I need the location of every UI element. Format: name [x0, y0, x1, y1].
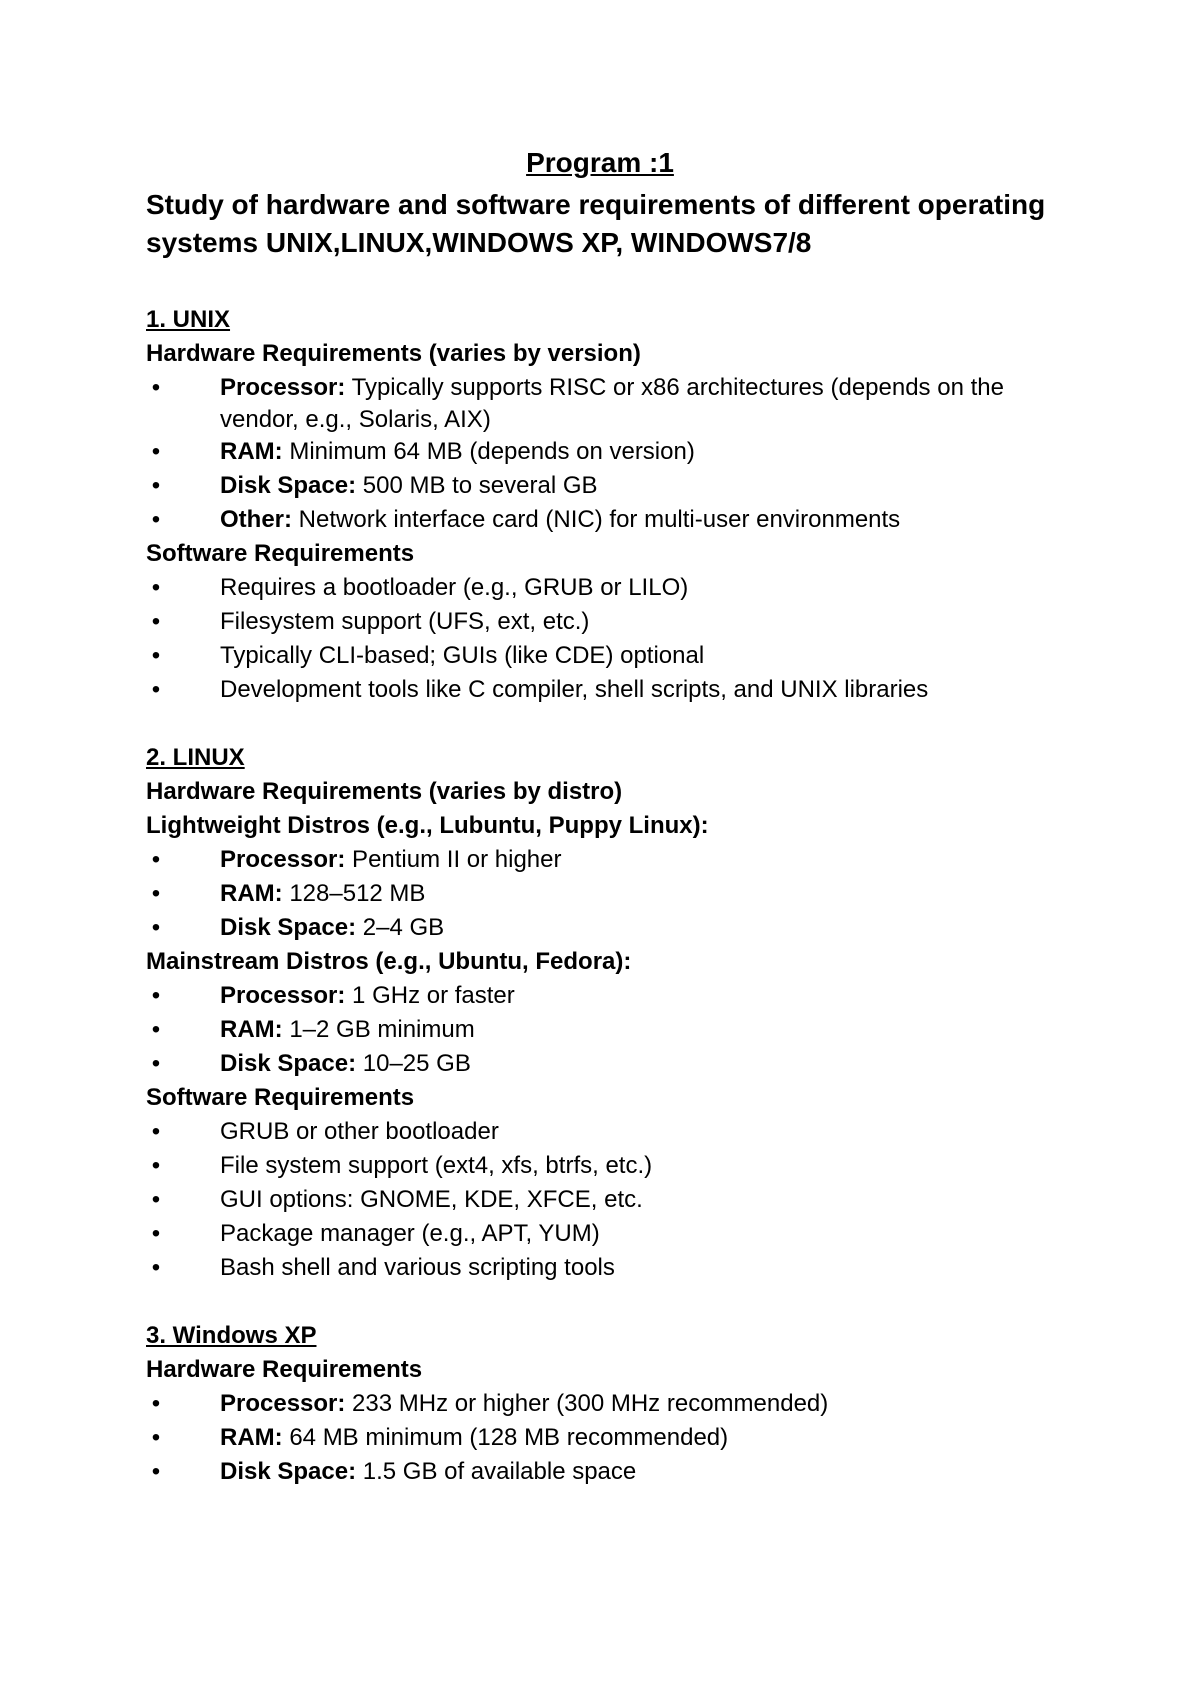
item-label: Processor: — [220, 374, 346, 401]
item-text: 1 GHz or faster — [345, 982, 515, 1009]
bullet-icon: • — [151, 1458, 161, 1485]
bullet-icon: • — [151, 574, 161, 601]
item-text: Typically CLI-based; GUIs (like CDE) optional — [220, 642, 705, 669]
section-heading: 1. UNIX — [146, 306, 231, 333]
item-label: Disk Space: — [220, 1458, 357, 1485]
item-text: Bash shell and various scripting tools — [220, 1254, 615, 1281]
item-text: Typically supports RISC or x86 architectures (depends on the vendor, e.g., Solaris, AIX) — [220, 374, 1004, 433]
item-text: 1–2 GB minimum — [282, 1016, 475, 1043]
bullet-icon: • — [151, 1254, 161, 1281]
bullet-icon: • — [151, 1152, 161, 1179]
item-label: RAM: — [220, 438, 283, 465]
list-item — [146, 1388, 1086, 1422]
requirement-list — [146, 1116, 1086, 1286]
list-item — [146, 504, 1086, 538]
item-text: File system support (ext4, xfs, btrfs, etc.) — [220, 1152, 653, 1179]
item-text: Development tools like C compiler, shell scripts, and UNIX libraries — [220, 676, 929, 703]
bullet-icon: • — [151, 374, 161, 401]
item-text: GRUB or other bootloader — [220, 1118, 499, 1145]
list-item — [146, 1184, 1086, 1218]
list-item — [146, 606, 1086, 640]
sub-heading: Lightweight Distros (e.g., Lubuntu, Puppy Linux): — [146, 812, 709, 839]
sub-heading: Hardware Requirements (varies by version) — [146, 340, 641, 367]
item-label: Disk Space: — [220, 1050, 357, 1077]
document-title: Study of hardware and software requirements of different operating systems UNIX,LINUX,WINDOWS XP, WINDOWS7/8 — [146, 189, 1046, 258]
list-item — [146, 980, 1086, 1014]
item-label: Processor: — [220, 846, 346, 873]
program-title: Program :1 — [526, 147, 674, 178]
section — [146, 742, 1086, 1286]
sub-heading: Mainstream Distros (e.g., Ubuntu, Fedora): — [146, 948, 632, 975]
list-item — [146, 674, 1086, 708]
bullet-icon: • — [151, 880, 161, 907]
bullet-icon: • — [151, 472, 161, 499]
bullet-icon: • — [151, 1424, 161, 1451]
list-item — [146, 436, 1086, 470]
item-text: 128–512 MB — [282, 880, 426, 907]
bullet-icon: • — [151, 1186, 161, 1213]
item-label: Disk Space: — [220, 914, 357, 941]
list-item — [146, 1014, 1086, 1048]
section-heading: 3. Windows XP — [146, 1322, 317, 1349]
section-heading: 2. LINUX — [146, 744, 245, 771]
item-label: RAM: — [220, 1424, 283, 1451]
item-text: 500 MB to several GB — [356, 472, 598, 499]
bullet-icon: • — [151, 1390, 161, 1417]
item-text: Filesystem support (UFS, ext, etc.) — [220, 608, 590, 635]
item-text: 64 MB minimum (128 MB recommended) — [282, 1424, 729, 1451]
item-label: Processor: — [220, 982, 346, 1009]
item-text: Minimum 64 MB (depends on version) — [282, 438, 695, 465]
section — [146, 304, 1086, 708]
sub-heading: Hardware Requirements (varies by distro) — [146, 778, 623, 805]
bullet-icon: • — [151, 1016, 161, 1043]
sub-heading: Hardware Requirements — [146, 1356, 423, 1383]
item-text: 2–4 GB — [356, 914, 445, 941]
bullet-icon: • — [151, 1050, 161, 1077]
item-text: 10–25 GB — [356, 1050, 471, 1077]
list-item — [146, 1150, 1086, 1184]
item-text: Network interface card (NIC) for multi-user environments — [292, 506, 901, 533]
section — [146, 1320, 1086, 1490]
sub-heading: Software Requirements — [146, 540, 415, 567]
item-label: Processor: — [220, 1390, 346, 1417]
item-label: RAM: — [220, 1016, 283, 1043]
list-item — [146, 912, 1086, 946]
bullet-icon: • — [151, 608, 161, 635]
requirement-list — [146, 572, 1086, 708]
bullet-icon: • — [151, 1220, 161, 1247]
list-item — [146, 572, 1086, 606]
item-label: Disk Space: — [220, 472, 357, 499]
requirement-list — [146, 1388, 1086, 1490]
list-item — [146, 844, 1086, 878]
list-item — [146, 470, 1086, 504]
requirement-list — [146, 980, 1086, 1082]
list-item — [146, 878, 1086, 912]
list-item — [146, 1252, 1086, 1286]
list-item — [146, 640, 1086, 674]
bullet-icon: • — [151, 642, 161, 669]
bullet-icon: • — [151, 438, 161, 465]
item-label: Other: — [220, 506, 292, 533]
bullet-icon: • — [151, 506, 161, 533]
bullet-icon: • — [151, 982, 161, 1009]
list-item — [146, 372, 1086, 436]
requirement-list — [146, 372, 1086, 538]
item-text: Requires a bootloader (e.g., GRUB or LILO) — [220, 574, 689, 601]
bullet-icon: • — [151, 1118, 161, 1145]
document-body — [146, 304, 1086, 1524]
item-text: GUI options: GNOME, KDE, XFCE, etc. — [220, 1186, 643, 1213]
item-text: 233 MHz or higher (300 MHz recommended) — [345, 1390, 829, 1417]
list-item — [146, 1116, 1086, 1150]
list-item — [146, 1218, 1086, 1252]
bullet-icon: • — [151, 914, 161, 941]
list-item — [146, 1048, 1086, 1082]
item-label: RAM: — [220, 880, 283, 907]
list-item — [146, 1422, 1086, 1456]
requirement-list — [146, 844, 1086, 946]
item-text: 1.5 GB of available space — [356, 1458, 637, 1485]
bullet-icon: • — [151, 846, 161, 873]
bullet-icon: • — [151, 676, 161, 703]
item-text: Pentium II or higher — [345, 846, 562, 873]
list-item — [146, 1456, 1086, 1490]
item-text: Package manager (e.g., APT, YUM) — [220, 1220, 600, 1247]
sub-heading: Software Requirements — [146, 1084, 415, 1111]
